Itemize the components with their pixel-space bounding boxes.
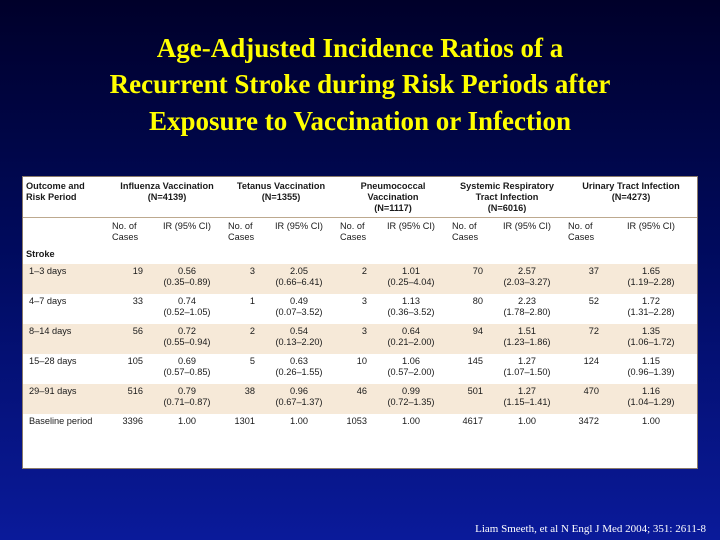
incidence-table-panel — [22, 176, 698, 469]
ir-value: 1.13 — [402, 296, 420, 307]
outcome-header: Outcome and Risk Period — [23, 177, 109, 218]
cases-cell: 52 — [588, 296, 599, 307]
ir-value: 1.06 — [402, 356, 420, 367]
group-name: Pneumococcal Vaccination — [360, 181, 426, 203]
cases-cell: 4617 — [462, 416, 483, 427]
ir-cell — [373, 354, 449, 384]
ir-cell — [489, 294, 565, 324]
ci-value: (1.06–1.72) — [627, 337, 675, 348]
cases-cell: 1301 — [234, 416, 255, 427]
ir-cell — [605, 294, 697, 324]
ir-value: 1.00 — [290, 416, 308, 427]
cases-cell: 38 — [225, 384, 261, 414]
cases-subheader: No. of Cases — [228, 221, 255, 243]
cases-cell: 70 — [449, 264, 489, 294]
ir-value: 0.96 — [290, 386, 308, 397]
group-header-row — [23, 177, 697, 218]
ci-value: (2.03–3.27) — [503, 277, 551, 288]
ir-subheader: IR (95% CI) — [163, 221, 211, 232]
cases-cell: 33 — [132, 296, 143, 307]
ir-value: 0.69 — [178, 356, 196, 367]
ci-value: (0.57–2.00) — [387, 367, 435, 378]
ir-value: 2.23 — [518, 296, 536, 307]
group-name: Influenza Vaccination — [120, 181, 214, 191]
incidence-ratio-table — [23, 177, 697, 444]
risk-period-label: Baseline period — [29, 416, 93, 427]
ir-value: 0.54 — [290, 326, 308, 337]
risk-period-label: 29–91 days — [23, 384, 109, 414]
cases-subheader: No. of Cases — [112, 221, 139, 243]
cases-cell: 145 — [467, 356, 483, 367]
ir-value: 0.99 — [402, 386, 420, 397]
ir-cell — [605, 414, 697, 444]
ir-cell — [489, 324, 565, 354]
ir-cell — [261, 384, 337, 414]
cases-cell: 3 — [361, 296, 367, 307]
ci-value: (1.15–1.41) — [503, 397, 551, 408]
cases-cell: 2 — [337, 264, 373, 294]
ir-cell — [149, 354, 225, 384]
ir-value: 2.57 — [518, 266, 536, 277]
cases-cell: 37 — [565, 264, 605, 294]
ir-value: 0.49 — [290, 296, 308, 307]
cases-cell: 516 — [109, 384, 149, 414]
ir-cell — [373, 324, 449, 354]
cases-subheader: No. of Cases — [340, 221, 367, 243]
cases-cell: 72 — [565, 324, 605, 354]
ir-cell — [149, 264, 225, 294]
ir-cell — [373, 414, 449, 444]
ir-value: 0.74 — [178, 296, 196, 307]
ci-value: (1.07–1.50) — [503, 367, 551, 378]
cases-cell: 3396 — [122, 416, 143, 427]
ir-subheader: IR (95% CI) — [503, 221, 551, 232]
cases-cell: 5 — [249, 356, 255, 367]
risk-period-label: 15–28 days — [29, 356, 77, 367]
ir-subheader: IR (95% CI) — [627, 221, 675, 232]
ci-value: (0.25–4.04) — [387, 277, 435, 288]
cases-cell: 105 — [127, 356, 143, 367]
ir-cell — [261, 264, 337, 294]
ir-cell — [489, 264, 565, 294]
group-n: (N=6016) — [487, 203, 527, 214]
group-name: Systemic Respiratory Tract Infection — [460, 181, 554, 203]
ci-value: (0.26–1.55) — [275, 367, 323, 378]
ci-value: (0.55–0.94) — [163, 337, 211, 348]
cases-cell: 94 — [449, 324, 489, 354]
cases-cell: 3472 — [578, 416, 599, 427]
table-row — [23, 324, 697, 354]
ci-value: (1.19–2.28) — [627, 277, 675, 288]
group-name: Tetanus Vaccination — [236, 181, 326, 191]
ir-value: 1.15 — [642, 356, 660, 367]
cases-cell: 501 — [449, 384, 489, 414]
cases-cell: 470 — [565, 384, 605, 414]
ci-value: (0.72–1.35) — [387, 397, 435, 408]
ir-cell — [261, 294, 337, 324]
cases-cell: 56 — [109, 324, 149, 354]
ci-value: (0.96–1.39) — [627, 367, 675, 378]
table-row — [23, 414, 697, 444]
ir-cell — [605, 324, 697, 354]
risk-period-label: 4–7 days — [29, 296, 67, 307]
ir-value: 0.79 — [178, 386, 196, 397]
group-header — [565, 177, 697, 218]
ir-value: 1.00 — [402, 416, 420, 427]
citation: Liam Smeeth, et al N Engl J Med 2004; 351: 2611-8 — [475, 523, 706, 535]
ci-value: (0.57–0.85) — [163, 367, 211, 378]
group-header — [109, 177, 225, 218]
ir-value: 1.01 — [402, 266, 420, 277]
ci-value: (1.31–2.28) — [627, 307, 675, 318]
ci-value: (1.04–1.29) — [627, 397, 675, 408]
cases-cell: 3 — [337, 324, 373, 354]
ir-cell — [149, 294, 225, 324]
table-row — [23, 264, 697, 294]
ir-value: 1.35 — [642, 326, 660, 337]
ir-cell — [489, 354, 565, 384]
group-n: (N=4139) — [147, 192, 187, 203]
ci-value: (0.66–6.41) — [275, 277, 323, 288]
ci-value: (0.67–1.37) — [275, 397, 323, 408]
ir-subheader: IR (95% CI) — [275, 221, 323, 232]
table-row — [23, 354, 697, 384]
cases-cell: 46 — [337, 384, 373, 414]
cases-cell: 19 — [109, 264, 149, 294]
ci-value: (0.71–0.87) — [163, 397, 211, 408]
cases-cell: 2 — [225, 324, 261, 354]
title-line-2: Recurrent Stroke during Risk Periods after — [109, 69, 611, 100]
ir-value: 1.00 — [518, 416, 536, 427]
ir-value: 1.72 — [642, 296, 660, 307]
ir-cell — [373, 294, 449, 324]
ir-cell — [605, 354, 697, 384]
cases-cell: 3 — [225, 264, 261, 294]
ci-value: (0.35–0.89) — [163, 277, 211, 288]
ir-value: 2.05 — [290, 266, 308, 277]
ir-cell — [261, 354, 337, 384]
slide-title — [20, 30, 700, 139]
group-header — [449, 177, 565, 218]
ci-value: (0.36–3.52) — [387, 307, 435, 318]
ci-value: (0.52–1.05) — [163, 307, 211, 318]
group-header — [337, 177, 449, 218]
ci-value: (1.78–2.80) — [503, 307, 551, 318]
ir-value: 1.27 — [518, 386, 536, 397]
table-row — [23, 384, 697, 414]
section-row — [23, 247, 697, 264]
ci-value: (1.23–1.86) — [503, 337, 551, 348]
ir-cell — [373, 384, 449, 414]
risk-period-label: 1–3 days — [23, 264, 109, 294]
ir-cell — [605, 264, 697, 294]
section-label: Stroke — [26, 249, 55, 260]
group-n: (N=1355) — [261, 192, 301, 203]
cases-cell: 80 — [472, 296, 483, 307]
group-n: (N=4273) — [611, 192, 651, 203]
table-row — [23, 294, 697, 324]
ir-value: 0.72 — [178, 326, 196, 337]
ci-value: (0.07–3.52) — [275, 307, 323, 318]
ir-cell — [149, 414, 225, 444]
title-line-1: Age-Adjusted Incidence Ratios of a — [156, 33, 564, 63]
risk-period-label: 8–14 days — [23, 324, 109, 354]
ir-subheader: IR (95% CI) — [387, 221, 435, 232]
cases-cell: 10 — [356, 356, 367, 367]
ir-value: 1.00 — [642, 416, 660, 427]
subheader-row — [23, 218, 697, 248]
ir-value: 0.56 — [178, 266, 196, 277]
ir-cell — [149, 384, 225, 414]
group-name: Urinary Tract Infection — [582, 181, 680, 191]
ir-value: 1.65 — [642, 266, 660, 277]
cases-cell: 1053 — [346, 416, 367, 427]
cases-subheader: No. of Cases — [452, 221, 479, 243]
ir-cell — [261, 324, 337, 354]
ir-value: 1.16 — [642, 386, 660, 397]
cases-subheader: No. of Cases — [568, 221, 595, 243]
ir-cell — [261, 414, 337, 444]
ci-value: (0.21–2.00) — [387, 337, 435, 348]
ir-value: 1.00 — [178, 416, 196, 427]
ir-value: 1.27 — [518, 356, 536, 367]
group-header — [225, 177, 337, 218]
ir-value: 0.64 — [402, 326, 420, 337]
ir-value: 1.51 — [518, 326, 536, 337]
ir-cell — [489, 384, 565, 414]
ir-value: 0.63 — [290, 356, 308, 367]
ir-cell — [149, 324, 225, 354]
cases-cell: 124 — [583, 356, 599, 367]
ir-cell — [373, 264, 449, 294]
title-line-3: Exposure to Vaccination or Infection — [148, 105, 572, 136]
cases-cell: 1 — [249, 296, 255, 307]
ir-cell — [489, 414, 565, 444]
group-n: (N=1117) — [374, 203, 412, 214]
ir-cell — [605, 384, 697, 414]
ci-value: (0.13–2.20) — [275, 337, 323, 348]
